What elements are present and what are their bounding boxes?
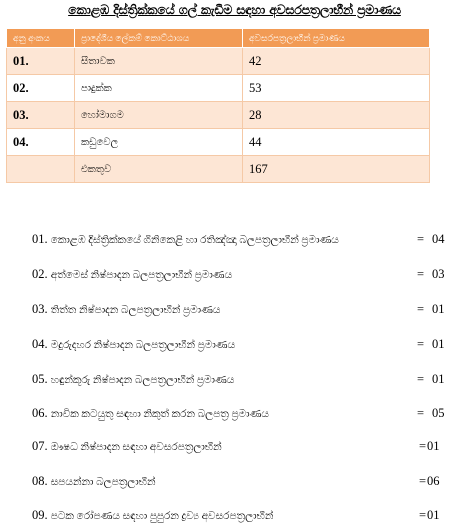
list-item <box>22 406 462 424</box>
list-item <box>22 267 462 285</box>
row-count: 28 <box>243 102 430 129</box>
list-item-count: 04 <box>432 232 445 246</box>
list-item-count: 01 <box>432 337 445 351</box>
list-item <box>22 337 462 355</box>
row-serial-no: 02. <box>7 75 75 102</box>
list-item <box>22 372 462 390</box>
list-item <box>22 302 462 320</box>
equals-sign: = <box>419 474 427 488</box>
equals-sign: = <box>419 508 427 522</box>
equals-sign: = <box>417 337 425 351</box>
equals-sign: = <box>417 406 425 420</box>
list-item-number: 03. <box>32 302 48 316</box>
list-item-number: 06. <box>32 406 48 420</box>
list-item-count: 03 <box>432 267 445 281</box>
row-division: හෝමාගම <box>75 102 243 129</box>
list-item-text: තිත්ත නිෂ්පාදන බලපත්‍රලාභීන් ප්‍රමාණය <box>50 305 221 316</box>
row-count: 44 <box>243 129 430 156</box>
list-item <box>22 439 462 457</box>
list-item-count: 06 <box>427 474 440 488</box>
equals-sign: = <box>419 439 427 453</box>
list-item-number: 08. <box>32 474 48 488</box>
total-label: එකතුව <box>75 156 243 183</box>
list-item <box>22 508 462 526</box>
list-item-number: 07. <box>32 439 48 453</box>
list-item-number: 04. <box>32 337 48 351</box>
row-serial-no: 04. <box>7 129 75 156</box>
list-item-text: හඳුන්කූරු නිෂ්පාදන බලපත්‍රලාභීන් ප්‍රමාණය <box>50 375 235 386</box>
list-item-count: 01 <box>432 302 445 316</box>
equals-sign: = <box>417 267 425 281</box>
page-title: කොළඹ දිස්ත්‍රික්කයේ ගල් කැඩීම සඳහා අවසරපත්‍රලාභීන් ප්‍රමාණය <box>68 2 401 17</box>
equals-sign: = <box>417 372 425 386</box>
row-division: කඩුවෙල <box>75 129 243 156</box>
list-item <box>22 232 462 250</box>
list-item-text: නාවික කටයුතු සඳහා නිකුත් කරන බලපත්‍ර ප්‍රමාණය <box>50 409 269 420</box>
row-division: පාදුක්ක <box>75 75 243 102</box>
total-count: 167 <box>243 156 430 183</box>
equals-sign: = <box>417 302 425 316</box>
row-count: 42 <box>243 48 430 75</box>
equals-sign: = <box>417 232 425 246</box>
list-item-count: 01 <box>427 508 440 522</box>
list-item-text: සපයන්නා බලපත්‍රලාභීන් <box>50 477 156 488</box>
column-header-serial-no: අනු අංකය <box>7 29 75 48</box>
list-item-number: 09. <box>32 508 48 522</box>
column-header-licensee-count: අවසරපත්‍රලාභීන් ප්‍රමාණය <box>243 29 430 48</box>
list-item-text: කොළඹ දිස්ත්‍රික්කයේ ගිනිකෙළි හා රතිඤ්ඤා බලපත්‍රලාභීන් ප්‍රමාණය <box>50 235 339 246</box>
row-serial-no: 01. <box>7 48 75 75</box>
column-header-division: ප්‍රාදේශීය ලේකම් කොට්ඨාශය <box>75 29 243 48</box>
list-item-text: අත්මෙස් නිෂ්පාදන බලපත්‍රලාභීන් ප්‍රමාණය <box>50 270 233 281</box>
list-item-count: 05 <box>432 406 445 420</box>
list-item-number: 01. <box>32 232 48 246</box>
row-serial-no: 03. <box>7 102 75 129</box>
list-item-count: 01 <box>427 439 440 453</box>
list-item-text: මදුරුදහර නිෂ්පාදන බලපත්‍රලාභීන් ප්‍රමාණය <box>50 340 236 351</box>
list-item-number: 02. <box>32 267 48 281</box>
list-item-text: ඖෂධ නිෂ්පාදන සඳහා අවසරපත්‍රලාභීන් <box>50 442 222 453</box>
list-item-text: පටක රෝපණය සඳහා පුපුරන ද්‍රව්‍ය අවසරපත්‍රලාභීන් <box>50 511 274 522</box>
list-item-number: 05. <box>32 372 48 386</box>
row-count: 53 <box>243 75 430 102</box>
list-item <box>22 474 462 492</box>
list-item-count: 01 <box>432 372 445 386</box>
row-division: සීතාවක <box>75 48 243 75</box>
